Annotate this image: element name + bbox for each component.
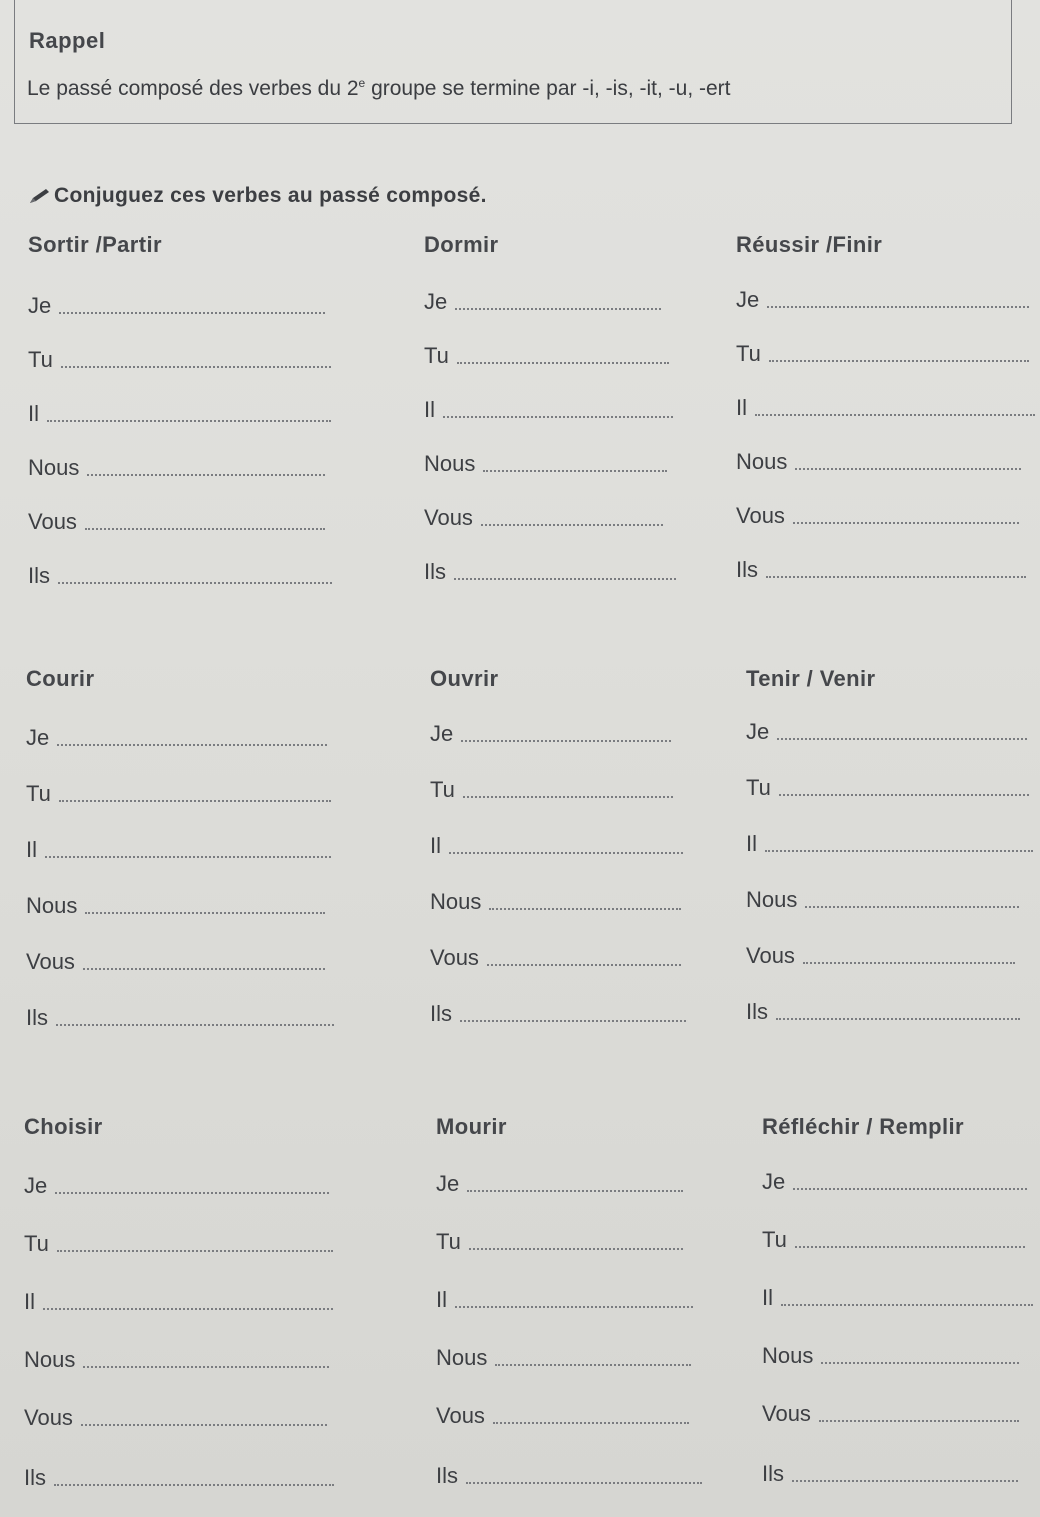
answer-line[interactable] — [58, 582, 332, 584]
conjugation-row — [436, 1404, 689, 1428]
conjugation-row — [762, 1462, 1018, 1486]
answer-line[interactable] — [455, 308, 661, 310]
answer-line[interactable] — [460, 1020, 686, 1022]
conjugation-row — [746, 944, 1015, 968]
conjugation-row — [26, 782, 331, 806]
pronoun-label: Ils — [746, 999, 768, 1024]
pronoun-label: Nous — [736, 449, 788, 474]
conjugation-row — [746, 888, 1019, 912]
conjugation-row — [28, 510, 325, 534]
answer-line[interactable] — [776, 1018, 1020, 1020]
conjugation-row — [430, 1002, 686, 1026]
pronoun-label: Vous — [746, 943, 795, 968]
conjugation-row — [28, 456, 325, 480]
rappel-text — [27, 76, 731, 101]
answer-line[interactable] — [767, 306, 1029, 308]
answer-line[interactable] — [792, 1480, 1018, 1482]
answer-line[interactable] — [461, 740, 671, 742]
pronoun-label: Ils — [430, 1001, 452, 1026]
pronoun-label: Il — [736, 395, 747, 420]
conjugation-row — [746, 720, 1027, 744]
conjugation-row — [424, 344, 669, 368]
pronoun-label: Tu — [436, 1229, 461, 1254]
answer-line[interactable] — [85, 912, 325, 914]
answer-line[interactable] — [793, 1188, 1027, 1190]
pronoun-label: Vous — [28, 509, 77, 534]
pronoun-label: Ils — [736, 557, 758, 582]
pronoun-label: Il — [24, 1289, 35, 1314]
answer-line[interactable] — [781, 1304, 1033, 1306]
pronoun-label: Tu — [24, 1231, 49, 1256]
conjugation-row — [736, 396, 1035, 420]
answer-line[interactable] — [457, 362, 669, 364]
answer-line[interactable] — [47, 420, 331, 422]
answer-line[interactable] — [466, 1482, 702, 1484]
answer-line[interactable] — [83, 968, 325, 970]
pronoun-label: Ils — [424, 559, 446, 584]
answer-line[interactable] — [45, 856, 331, 858]
conjugation-row — [736, 558, 1026, 582]
rappel-text-after: groupe se termine par -i, -is, -it, -u, -ert — [365, 77, 731, 100]
verb-column — [28, 232, 162, 588]
pronoun-label: Nous — [26, 893, 78, 918]
answer-line[interactable] — [755, 414, 1035, 416]
conjugation-row — [436, 1288, 693, 1312]
answer-line[interactable] — [55, 1192, 329, 1194]
verb-title: Réfléchir / Remplir — [762, 1114, 964, 1139]
conjugation-row — [762, 1344, 1019, 1368]
pronoun-label: Je — [746, 719, 770, 744]
conjugation-row — [436, 1230, 683, 1254]
conjugation-row — [436, 1346, 691, 1370]
instruction — [28, 184, 487, 208]
pronoun-label: Tu — [746, 775, 771, 800]
answer-line[interactable] — [795, 468, 1021, 470]
answer-line[interactable] — [85, 528, 325, 530]
conjugation-row — [24, 1174, 329, 1198]
conjugation-row — [26, 1006, 334, 1030]
pronoun-label: Je — [736, 287, 760, 312]
conjugation-row — [28, 294, 325, 318]
answer-line[interactable] — [765, 850, 1033, 852]
answer-line[interactable] — [56, 1024, 334, 1026]
pronoun-label: Je — [26, 725, 50, 750]
pronoun-label: Tu — [28, 347, 53, 372]
pronoun-label: Il — [436, 1287, 447, 1312]
verb-column — [436, 1114, 507, 1488]
instruction-text: Conjuguez ces verbes au passé composé. — [54, 184, 487, 207]
pronoun-label: Il — [762, 1285, 773, 1310]
answer-line[interactable] — [487, 964, 681, 966]
pronoun-label: Tu — [430, 777, 455, 802]
answer-line[interactable] — [769, 360, 1029, 362]
verb-column — [424, 232, 499, 584]
verb-title: Réussir /Finir — [736, 232, 883, 257]
answer-line[interactable] — [449, 852, 683, 854]
rappel-box — [14, 0, 1012, 124]
conjugation-row — [430, 890, 681, 914]
answer-line[interactable] — [61, 366, 331, 368]
pronoun-label: Je — [436, 1171, 460, 1196]
pronoun-label: Ils — [436, 1463, 458, 1488]
pronoun-label: Vous — [424, 505, 473, 530]
answer-line[interactable] — [57, 1250, 333, 1252]
pronoun-label: Nous — [424, 451, 476, 476]
answer-line[interactable] — [821, 1362, 1019, 1364]
answer-line[interactable] — [57, 744, 327, 746]
answer-line[interactable] — [481, 524, 663, 526]
answer-line[interactable] — [493, 1422, 689, 1424]
pronoun-label: Nous — [430, 889, 482, 914]
answer-line[interactable] — [454, 578, 676, 580]
pronoun-label: Je — [762, 1169, 786, 1194]
answer-line[interactable] — [819, 1420, 1019, 1422]
answer-line[interactable] — [59, 800, 331, 802]
pronoun-label: Nous — [436, 1345, 488, 1370]
conjugation-row — [436, 1172, 683, 1196]
answer-line[interactable] — [793, 522, 1019, 524]
verb-column — [762, 1114, 964, 1486]
answer-line[interactable] — [83, 1366, 329, 1368]
conjugation-row — [762, 1170, 1027, 1194]
pronoun-label: Je — [424, 289, 448, 314]
pronoun-label: Nous — [24, 1347, 76, 1372]
pronoun-label: Il — [430, 833, 441, 858]
answer-line[interactable] — [443, 416, 673, 418]
answer-line[interactable] — [87, 474, 325, 476]
verb-title: Sortir /Partir — [28, 232, 162, 257]
pronoun-label: Vous — [436, 1403, 485, 1428]
rappel-text-sup: e — [358, 76, 366, 90]
pronoun-label: Ils — [28, 563, 50, 588]
answer-line[interactable] — [43, 1308, 333, 1310]
pronoun-label: Tu — [762, 1227, 787, 1252]
verb-column — [24, 1114, 103, 1490]
pronoun-label: Je — [28, 293, 52, 318]
answer-line[interactable] — [766, 576, 1026, 578]
conjugation-row — [424, 452, 667, 476]
answer-line[interactable] — [81, 1424, 327, 1426]
conjugation-row — [28, 348, 331, 372]
pronoun-label: Nous — [762, 1343, 814, 1368]
conjugation-row — [736, 450, 1021, 474]
conjugation-row — [430, 834, 683, 858]
conjugation-row — [28, 402, 331, 426]
verb-column — [746, 666, 876, 1024]
conjugation-row — [26, 950, 325, 974]
conjugation-row — [762, 1402, 1019, 1426]
answer-line[interactable] — [483, 470, 667, 472]
pronoun-label: Ils — [24, 1465, 46, 1490]
conjugation-row — [762, 1286, 1033, 1310]
conjugation-row — [436, 1464, 702, 1488]
verb-title: Dormir — [424, 232, 499, 257]
pronoun-label: Tu — [736, 341, 761, 366]
conjugation-row — [26, 894, 325, 918]
pronoun-label: Il — [746, 831, 757, 856]
answer-line[interactable] — [467, 1190, 683, 1192]
verb-title: Mourir — [436, 1114, 507, 1139]
pronoun-label: Tu — [424, 343, 449, 368]
answer-line[interactable] — [455, 1306, 693, 1308]
verb-column — [430, 666, 499, 1026]
pronoun-label: Tu — [26, 781, 51, 806]
conjugation-row — [746, 776, 1029, 800]
pronoun-label: Ils — [762, 1461, 784, 1486]
pronoun-label: Vous — [736, 503, 785, 528]
conjugation-row — [28, 564, 332, 588]
conjugation-row — [736, 288, 1029, 312]
answer-line[interactable] — [779, 794, 1029, 796]
answer-line[interactable] — [495, 1364, 691, 1366]
pronoun-label: Il — [424, 397, 435, 422]
pronoun-label: Il — [28, 401, 39, 426]
conjugation-row — [762, 1228, 1025, 1252]
conjugation-row — [26, 838, 331, 862]
pronoun-label: Vous — [430, 945, 479, 970]
conjugation-row — [430, 778, 673, 802]
conjugation-row — [24, 1348, 329, 1372]
pronoun-label: Il — [26, 837, 37, 862]
verb-title: Ouvrir — [430, 666, 499, 691]
conjugation-row — [24, 1466, 334, 1490]
conjugation-row — [424, 506, 663, 530]
answer-line[interactable] — [59, 312, 325, 314]
rappel-text-before: Le passé composé des verbes du 2 — [27, 77, 359, 100]
conjugation-row — [24, 1232, 333, 1256]
pronoun-label: Nous — [746, 887, 798, 912]
answer-line[interactable] — [463, 796, 673, 798]
verb-title: Choisir — [24, 1114, 103, 1139]
pronoun-label: Je — [24, 1173, 48, 1198]
conjugation-row — [26, 726, 327, 750]
answer-line[interactable] — [805, 906, 1019, 908]
verb-title: Tenir / Venir — [746, 666, 876, 691]
verb-column — [736, 232, 883, 582]
pronoun-label: Je — [430, 721, 454, 746]
conjugation-row — [424, 290, 661, 314]
conjugation-row — [746, 1000, 1020, 1024]
verb-column — [26, 666, 95, 1030]
conjugation-row — [746, 832, 1033, 856]
conjugation-row — [24, 1406, 327, 1430]
conjugation-row — [736, 504, 1019, 528]
pencil-icon — [28, 187, 52, 205]
verb-title: Courir — [26, 666, 95, 691]
conjugation-row — [430, 946, 681, 970]
conjugation-row — [424, 398, 673, 422]
conjugation-row — [424, 560, 676, 584]
rappel-title: Rappel — [29, 28, 106, 53]
pronoun-label: Ils — [26, 1005, 48, 1030]
answer-line[interactable] — [54, 1484, 334, 1486]
pronoun-label: Nous — [28, 455, 80, 480]
answer-line[interactable] — [489, 908, 681, 910]
answer-line[interactable] — [469, 1248, 683, 1250]
pronoun-label: Vous — [24, 1405, 73, 1430]
answer-line[interactable] — [777, 738, 1027, 740]
answer-line[interactable] — [795, 1246, 1025, 1248]
conjugation-row — [736, 342, 1029, 366]
conjugation-row — [430, 722, 671, 746]
pronoun-label: Vous — [26, 949, 75, 974]
answer-line[interactable] — [803, 962, 1015, 964]
conjugation-row — [24, 1290, 333, 1314]
pronoun-label: Vous — [762, 1401, 811, 1426]
